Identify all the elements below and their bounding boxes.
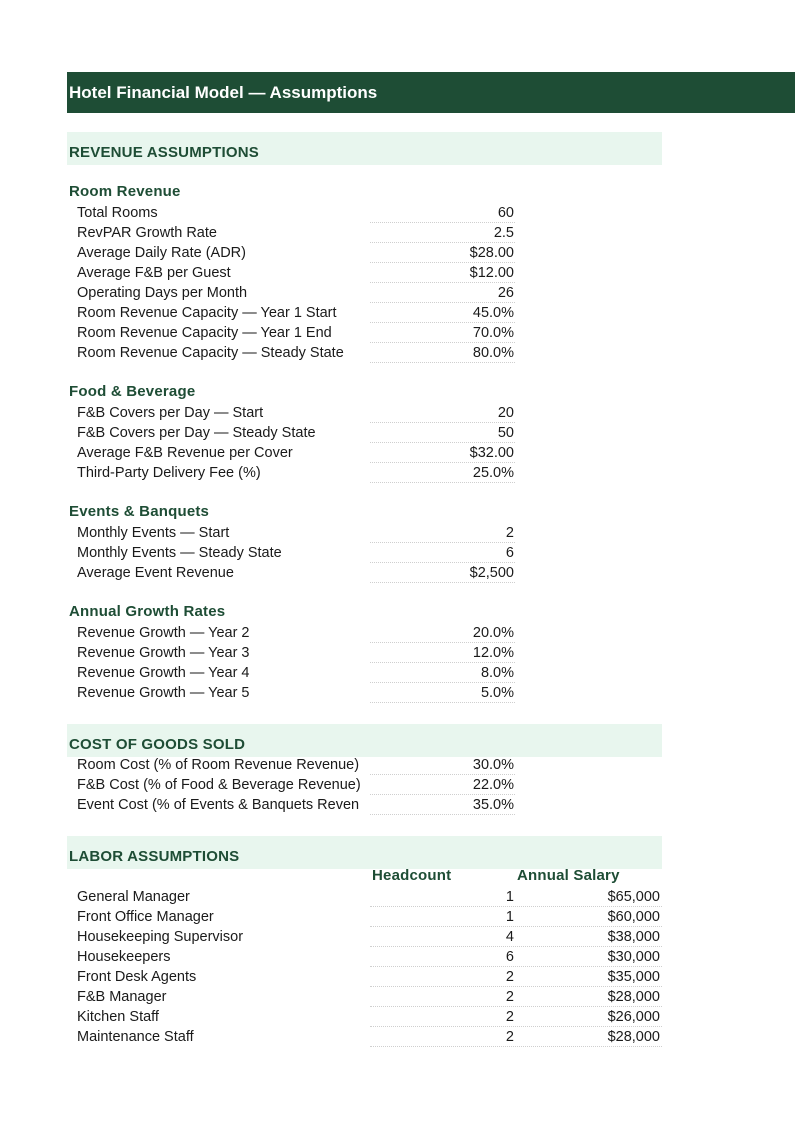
labor-row [0, 987, 795, 1007]
row-label: Room Revenue Capacity — Year 1 End [77, 325, 332, 341]
row-label: Revenue Growth — Year 2 [77, 625, 250, 641]
input-cell[interactable] [370, 403, 515, 423]
row-value[interactable]: 20.0% [472, 625, 514, 641]
salary-value[interactable]: $38,000 [607, 929, 660, 945]
row-value[interactable]: 50 [497, 425, 514, 441]
row-value[interactable]: 8.0% [480, 665, 514, 681]
row-label: Front Office Manager [77, 909, 214, 925]
food-beverage-heading: Food & Beverage [69, 383, 196, 400]
row-label: Monthly Events — Start [77, 525, 230, 541]
row-label: F&B Manager [77, 989, 167, 1005]
labor-row [0, 1007, 795, 1027]
row-value[interactable]: 60 [497, 205, 514, 221]
row-value[interactable]: 30.0% [472, 757, 514, 773]
labor-row [0, 907, 795, 927]
labor-row [0, 967, 795, 987]
salary-value[interactable]: $35,000 [607, 969, 660, 985]
row-label: F&B Covers per Day — Start [77, 405, 264, 421]
row-label: Front Desk Agents [77, 969, 197, 985]
row-label: Average Daily Rate (ADR) [77, 245, 246, 261]
headcount-value[interactable]: 2 [505, 1029, 514, 1045]
salary-value[interactable]: $65,000 [607, 889, 660, 905]
row-label: Monthly Events — Steady State [77, 545, 282, 561]
row-value[interactable]: 6 [505, 545, 514, 561]
row-label: Revenue Growth — Year 5 [77, 685, 250, 701]
cogs-section-heading: COST OF GOODS SOLD [67, 724, 662, 757]
room-revenue-heading: Room Revenue [69, 183, 181, 200]
assumption-row [0, 283, 795, 303]
annual-growth-heading: Annual Growth Rates [69, 603, 226, 620]
headcount-value[interactable]: 1 [505, 889, 514, 905]
input-cell[interactable] [370, 523, 515, 543]
assumption-row [0, 643, 795, 663]
salary-value[interactable]: $28,000 [607, 1029, 660, 1045]
headcount-value[interactable]: 2 [505, 1009, 514, 1025]
row-value[interactable]: $28.00 [469, 245, 514, 261]
row-label: Maintenance Staff [77, 1029, 194, 1045]
assumption-row [0, 263, 795, 283]
assumption-row [0, 303, 795, 323]
headcount-column-header: Headcount [372, 867, 452, 884]
row-value[interactable]: 2.5 [493, 225, 514, 241]
row-label: Housekeepers [77, 949, 171, 965]
assumption-row [0, 755, 795, 775]
assumption-row [0, 443, 795, 463]
salary-value[interactable]: $60,000 [607, 909, 660, 925]
salary-value[interactable]: $28,000 [607, 989, 660, 1005]
labor-row [0, 1027, 795, 1047]
row-label: Total Rooms [77, 205, 158, 221]
labor-section-heading: LABOR ASSUMPTIONS [67, 836, 662, 869]
headcount-value[interactable]: 6 [505, 949, 514, 965]
input-cell[interactable] [370, 203, 515, 223]
row-value[interactable]: $12.00 [469, 265, 514, 281]
assumption-row [0, 523, 795, 543]
row-value[interactable]: 22.0% [472, 777, 514, 793]
row-label: Housekeeping Supervisor [77, 929, 244, 945]
labor-row [0, 887, 795, 907]
headcount-value[interactable]: 1 [505, 909, 514, 925]
assumption-row [0, 563, 795, 583]
row-label: F&B Cost (% of Food & Beverage Revenue) [77, 777, 361, 793]
assumption-row [0, 203, 795, 223]
row-value[interactable]: 35.0% [472, 797, 514, 813]
row-value[interactable]: 25.0% [472, 465, 514, 481]
headcount-value[interactable]: 2 [505, 969, 514, 985]
input-cell[interactable] [370, 283, 515, 303]
row-value[interactable]: 20 [497, 405, 514, 421]
row-value[interactable]: 12.0% [472, 645, 514, 661]
assumption-row [0, 775, 795, 795]
events-banquets-heading: Events & Banquets [69, 503, 210, 520]
row-label: Third-Party Delivery Fee (%) [77, 465, 261, 481]
row-label: Revenue Growth — Year 4 [77, 665, 250, 681]
assumption-row [0, 323, 795, 343]
input-cell[interactable] [370, 543, 515, 563]
assumption-row [0, 403, 795, 423]
row-label: Average F&B Revenue per Cover [77, 445, 293, 461]
row-value[interactable]: 5.0% [480, 685, 514, 701]
salary-value[interactable]: $30,000 [607, 949, 660, 965]
assumption-row [0, 243, 795, 263]
row-value[interactable]: 45.0% [472, 305, 514, 321]
assumption-row [0, 683, 795, 703]
assumption-row [0, 623, 795, 643]
assumption-row [0, 543, 795, 563]
input-cell[interactable] [370, 423, 515, 443]
headcount-value[interactable]: 4 [505, 929, 514, 945]
labor-row [0, 927, 795, 947]
row-label: Operating Days per Month [77, 285, 248, 301]
labor-row [0, 947, 795, 967]
headcount-value[interactable]: 2 [505, 989, 514, 1005]
assumption-row [0, 223, 795, 243]
row-value[interactable]: 80.0% [472, 345, 514, 361]
row-label: Average Event Revenue [77, 565, 234, 581]
row-label: Room Revenue Capacity — Steady State [77, 345, 344, 361]
salary-value[interactable]: $26,000 [607, 1009, 660, 1025]
assumption-row [0, 423, 795, 443]
row-label: General Manager [77, 889, 190, 905]
row-value[interactable]: $32.00 [469, 445, 514, 461]
row-label: Room Revenue Capacity — Year 1 Start [77, 305, 337, 321]
row-value[interactable]: $2,500 [469, 565, 514, 581]
row-label: Kitchen Staff [77, 1009, 159, 1025]
assumption-row [0, 663, 795, 683]
assumption-row [0, 795, 795, 815]
row-label: RevPAR Growth Rate [77, 225, 217, 241]
row-value[interactable]: 26 [497, 285, 514, 301]
row-label: F&B Covers per Day — Steady State [77, 425, 316, 441]
row-label: Room Cost (% of Room Revenue Revenue) [77, 757, 360, 773]
row-value[interactable]: 70.0% [472, 325, 514, 341]
annual-salary-column-header: Annual Salary [517, 867, 620, 884]
revenue-section-heading: REVENUE ASSUMPTIONS [67, 132, 662, 165]
page-title: Hotel Financial Model — Assumptions [67, 72, 795, 113]
assumption-row [0, 343, 795, 363]
row-label: Average F&B per Guest [77, 265, 231, 281]
row-label: Event Cost (% of Events & Banquets Reven [77, 797, 360, 813]
row-label: Revenue Growth — Year 3 [77, 645, 250, 661]
assumption-row [0, 463, 795, 483]
row-value[interactable]: 2 [505, 525, 514, 541]
